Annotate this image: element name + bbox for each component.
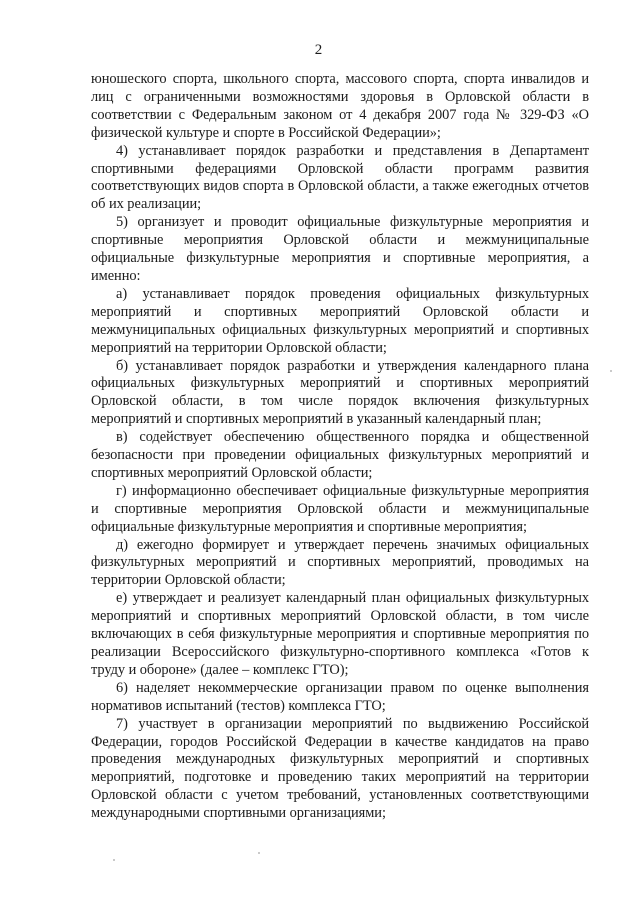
paragraph-subitem-a: а) устанавливает порядок проведения официальных физкультурных мероприятий и спортивных мероприятий Орловской области и межмуниципальных официальных физкультурных мероприятий и спортивных мероприятий на территории Орловской области; xyxy=(91,285,589,356)
scan-speck xyxy=(113,859,115,861)
document-body xyxy=(91,71,589,823)
paragraph-continuation: юношеского спорта, школьного спорта, массового спорта, спорта инвалидов и лиц с ограниченными возможностями здоровья в Орловской области в соответствии с Федеральным законом от 4 декабря 2007 года № 329-ФЗ «О физической культуре и спорте в Российской Федерации»; xyxy=(91,71,589,141)
paragraph-item-7: 7) участвует в организации мероприятий по выдвижению Российской Федерации, городов Российской Федерации в качестве кандидатов на право проведения международных физкультурных мероприятий и спортивных мероприятий, подготовке и проведению таких мероприятий на территории Орловской области с учетом требований, установленных соответствующими международными спортивными организациями; xyxy=(91,715,589,822)
paragraph-subitem-d: д) ежегодно формирует и утверждает перечень значимых официальных физкультурных мероприятий и спортивных мероприятий, проводимых на территории Орловской области; xyxy=(91,536,589,589)
paragraph-item-4: 4) устанавливает порядок разработки и представления в Департамент спортивными федерациями Орловской области программ развития соответствующих видов спорта в Орловской области, а также ежегодных отчетов об их реализации; xyxy=(91,142,589,213)
page-number: 2 xyxy=(314,42,323,58)
paragraph-item-5: 5) организует и проводит официальные физкультурные мероприятия и спортивные мероприятия Орловской области и межмуниципальные официальные физкультурные мероприятия и спортивные мероприятия, а именно: xyxy=(91,214,589,284)
paragraph-item-6: 6) наделяет некоммерческие организации правом по оценке выполнения нормативов испытаний (тестов) комплекса ГТО; xyxy=(91,679,589,714)
scan-speck xyxy=(610,370,612,372)
paragraph-subitem-e: е) утверждает и реализует календарный план официальных физкультурных мероприятий и спортивных мероприятий Орловской области, в том числе включающих в себя физкультурные мероприятия и спортивные мероприятия по реализации Всероссийского физкультурно-спортивного комплекса «Готов к труду и обороне» (далее – комплекс ГТО); xyxy=(91,590,589,678)
paragraph-subitem-g: г) информационно обеспечивает официальные физкультурные мероприятия и спортивные мероприятия Орловской области и межмуниципальные официальные физкультурные мероприятия и спортивные мероприятия; xyxy=(91,482,589,535)
scan-speck xyxy=(258,852,260,854)
paragraph-subitem-b: б) устанавливает порядок разработки и утверждения календарного плана официальных физкультурных мероприятий и спортивных мероприятий Орловской области, в том числе порядок включения физкультурных мероприятий и спортивных мероприятий в указанный календарный план; xyxy=(91,357,589,428)
paragraph-subitem-v: в) содействует обеспечению общественного порядка и общественной безопасности при проведении официальных физкультурных мероприятий и спортивных мероприятий Орловской области; xyxy=(91,429,589,481)
